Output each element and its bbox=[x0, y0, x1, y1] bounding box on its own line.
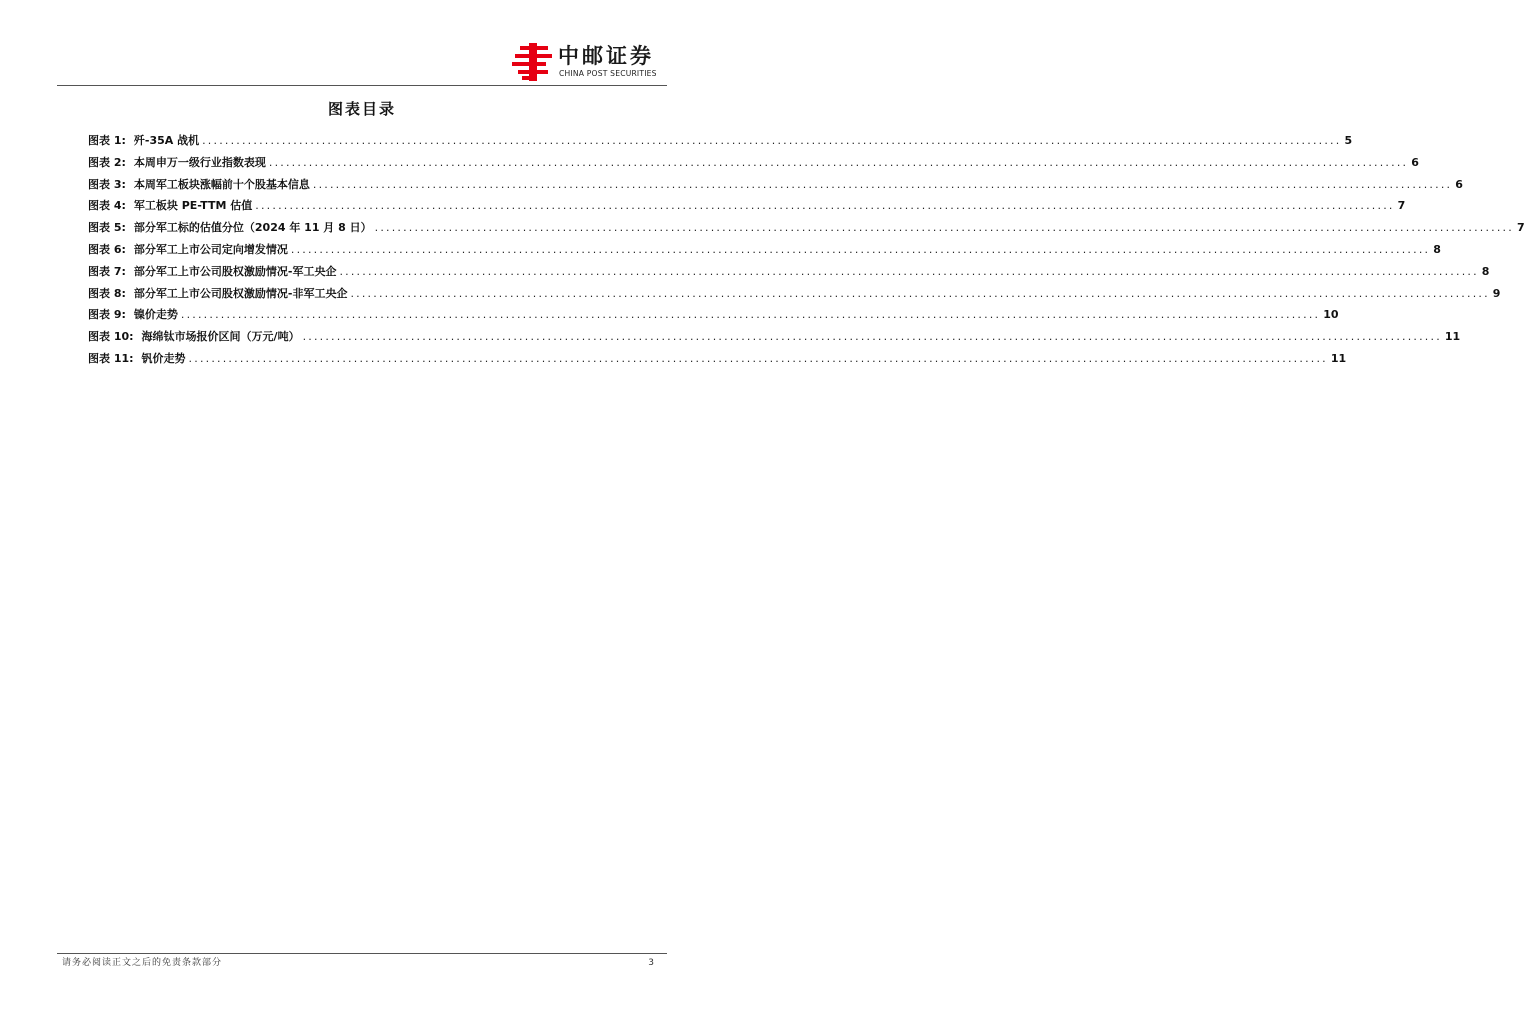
disclaimer-note: 请务必阅读正文之后的免责条款部分 bbox=[62, 958, 223, 968]
toc-leader-dots: ........................................................................................................................................................................................................ bbox=[339, 264, 1479, 278]
toc-item-label: 图表 6: bbox=[88, 242, 126, 256]
header-divider bbox=[57, 85, 667, 86]
toc-item-label: 图表 7: bbox=[88, 264, 126, 278]
toc-item-page: 7 bbox=[1516, 221, 1525, 235]
toc-item-10[interactable] bbox=[88, 326, 1461, 348]
toc-item-5[interactable] bbox=[88, 217, 1525, 239]
toc-item-text: 海绵钛市场报价区间（万元/吨） bbox=[141, 330, 300, 344]
toc-leader-dots: ........................................................................................................................................................................................................ bbox=[180, 308, 1321, 322]
toc-item-text: 部分军工上市公司股权激励情况-军工央企 bbox=[133, 264, 337, 278]
toc-item-page: 8 bbox=[1481, 264, 1490, 278]
toc-leader-dots: ........................................................................................................................................................................................................ bbox=[255, 199, 1395, 213]
toc-item-text: 部分军工上市公司股权激励情况-非军工央企 bbox=[133, 286, 348, 300]
china-post-logo-icon bbox=[512, 42, 554, 82]
logo-chinese-name: 中邮证券 bbox=[558, 44, 654, 68]
toc-item-label: 图表 3: bbox=[88, 177, 126, 191]
toc-item-label: 图表 9: bbox=[88, 308, 126, 322]
toc-item-1[interactable] bbox=[88, 130, 1353, 152]
toc-item-9[interactable] bbox=[88, 304, 1339, 326]
toc-title: 图表目录 bbox=[327, 100, 396, 118]
toc-item-page: 7 bbox=[1397, 199, 1406, 213]
toc-item-page: 9 bbox=[1492, 286, 1501, 300]
page-number: 3 bbox=[648, 958, 654, 968]
toc-item-text: 镍价走势 bbox=[133, 308, 178, 322]
toc-item-page: 8 bbox=[1433, 242, 1441, 256]
toc-item-4[interactable] bbox=[88, 195, 1406, 217]
toc-item-11[interactable] bbox=[88, 348, 1347, 370]
toc-item-page: 5 bbox=[1344, 134, 1353, 147]
toc-leader-dots: ........................................................................................................................................................................................................ bbox=[374, 221, 1514, 235]
toc-item-label: 图表 2: bbox=[88, 155, 126, 169]
toc-item-label: 图表 5: bbox=[88, 221, 126, 235]
toc-item-8[interactable] bbox=[88, 283, 1501, 305]
toc-item-page: 11 bbox=[1444, 330, 1461, 344]
toc-leader-dots: ........................................................................................................................................................................................................ bbox=[302, 330, 1442, 344]
toc-item-text: 钒价走势 bbox=[141, 351, 186, 365]
toc-item-text: 歼-35A 战机 bbox=[133, 134, 200, 147]
toc-leader-dots: ........................................................................................................................................................................................................ bbox=[312, 177, 1453, 191]
toc-item-text: 本周军工板块涨幅前十个股基本信息 bbox=[133, 177, 310, 191]
page-header bbox=[0, 0, 724, 86]
toc-item-page: 6 bbox=[1411, 155, 1419, 169]
toc-item-text: 部分军工标的估值分位（2024 年 11 月 8 日） bbox=[133, 221, 372, 235]
logo-english-name: CHINA POST SECURITIES bbox=[559, 69, 657, 78]
toc-leader-dots: ........................................................................................................................................................................................................ bbox=[268, 155, 1409, 169]
toc-item-6[interactable] bbox=[88, 239, 1441, 261]
toc-item-3[interactable] bbox=[88, 174, 1463, 196]
toc-item-label: 图表 4: bbox=[88, 199, 126, 213]
company-logo bbox=[512, 40, 672, 82]
toc-leader-dots: ........................................................................................................................................................................................................ bbox=[202, 134, 1342, 147]
toc-item-2[interactable] bbox=[88, 152, 1419, 174]
toc-item-label: 图表 10: bbox=[88, 330, 134, 344]
toc-item-text: 部分军工上市公司定向增发情况 bbox=[133, 242, 288, 256]
toc-item-page: 6 bbox=[1455, 177, 1463, 191]
toc-item-text: 军工板块 PE-TTM 估值 bbox=[133, 199, 253, 213]
toc-item-text: 本周申万一级行业指数表现 bbox=[133, 155, 266, 169]
toc-item-label: 图表 1: bbox=[88, 134, 126, 147]
toc-leader-dots: ........................................................................................................................................................................................................ bbox=[188, 351, 1328, 365]
toc-list bbox=[88, 130, 1525, 370]
toc-item-page: 11 bbox=[1330, 351, 1347, 365]
toc-leader-dots: ........................................................................................................................................................................................................ bbox=[350, 286, 1490, 300]
toc-item-page: 10 bbox=[1323, 308, 1339, 322]
toc-leader-dots: ........................................................................................................................................................................................................ bbox=[290, 242, 1431, 256]
toc-item-7[interactable] bbox=[88, 261, 1490, 283]
footer-divider bbox=[57, 953, 667, 954]
toc-item-label: 图表 8: bbox=[88, 286, 126, 300]
toc-item-label: 图表 11: bbox=[88, 351, 134, 365]
